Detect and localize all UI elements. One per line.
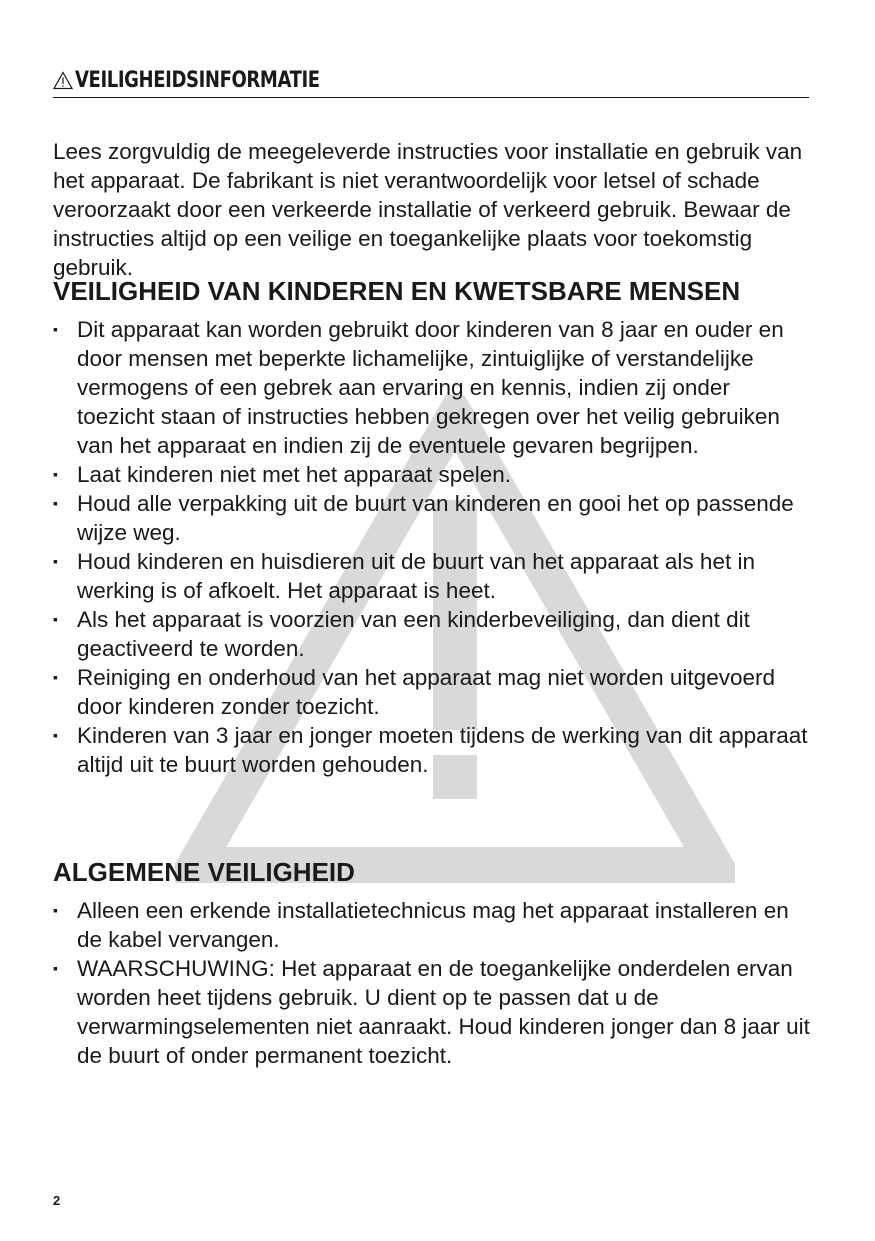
list-item: ▪ Reiniging en onderhoud van het apparaat mag niet worden uitgevoerd door kinderen zonder toezicht.: [53, 665, 775, 719]
page-number: 2: [53, 1193, 61, 1208]
list-item: ▪ Houd alle verpakking uit de buurt van kinderen en gooi het op passende wijze weg.: [53, 491, 794, 545]
warning-triangle-icon: [53, 71, 73, 90]
bullet-icon: ▪: [53, 553, 58, 569]
list-item: ▪ Alleen een erkende installatietechnicus mag het apparaat installeren en de kabel vervangen.: [53, 898, 789, 952]
section-heading: ALGEMENE VEILIGHEID: [53, 857, 355, 887]
bullet-icon: ▪: [53, 466, 58, 482]
page-title: VEILIGHEIDSINFORMATIE: [75, 68, 320, 93]
bullet-icon: ▪: [53, 960, 58, 976]
bullet-icon: ▪: [53, 669, 58, 685]
list-item: ▪ Als het apparaat is voorzien van een kinderbeveiliging, dan dient dit geactiveerd te worden.: [53, 607, 750, 661]
bullet-list: [53, 896, 813, 1070]
list-item: ▪ Laat kinderen niet met het apparaat spelen.: [53, 462, 512, 487]
bullet-icon: ▪: [53, 727, 58, 743]
list-item: ▪ WAARSCHUWING: Het apparaat en de toegankelijke onderdelen ervan worden heet tijdens gebruik. U dient op te passen dat u de verwarmingselementen niet aanraakt. Houd kinderen jonger dan 8 jaar uit de buurt of onder permanent toezicht.: [53, 956, 810, 1068]
intro-paragraph: Lees zorgvuldig de meegeleverde instructies voor installatie en gebruik van het apparaat. De fabrikant is niet verantwoordelijk voor letsel of schade veroorzaakt door een verkeerde installatie of verkeerd gebruik. Bewaar de instructies altijd op een veilige en toegankelijke plaats voor toekomstig gebruik.: [53, 138, 803, 280]
bullet-icon: ▪: [53, 611, 58, 627]
bullet-icon: ▪: [53, 495, 58, 511]
section-general-safety: [53, 857, 813, 1070]
page-header: [53, 68, 809, 98]
section-child-safety: [53, 276, 813, 779]
list-item: ▪ Houd kinderen en huisdieren uit de buurt van het apparaat als het in werking is of afkoelt. Het apparaat is heet.: [53, 549, 755, 603]
bullet-list: [53, 315, 813, 779]
list-item: ▪ Dit apparaat kan worden gebruikt door kinderen van 8 jaar en ouder en door mensen met beperkte lichamelijke, zintuiglijke of verstandelijke vermogens of een gebrek aan ervaring en kennis, indien zij onder toezicht staan of instructies hebben gekregen over het veilig gebruiken van het apparaat en indien zij de eventuele gevaren begrijpen.: [53, 317, 784, 458]
section-heading: VEILIGHEID VAN KINDEREN EN KWETSBARE MENSEN: [53, 276, 741, 306]
list-item: ▪ Kinderen van 3 jaar en jonger moeten tijdens de werking van dit apparaat altijd uit te buurt worden gehouden.: [53, 723, 808, 777]
bullet-icon: ▪: [53, 902, 58, 918]
bullet-icon: ▪: [53, 321, 58, 337]
